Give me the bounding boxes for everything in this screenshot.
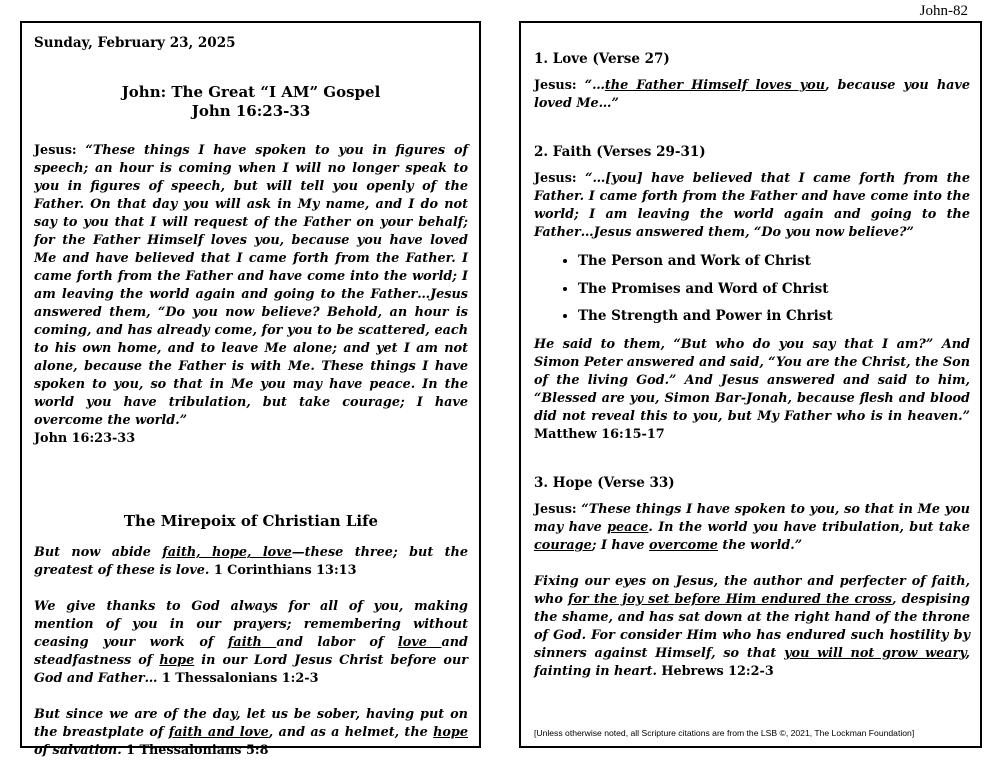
quote-underline: courage: [534, 538, 592, 553]
quote-text: “…[you] have believed that I came forth from the Father. I came forth from the Father and have come into the world; I am leaving the world again and going to the Father…Jesus answered them, “Do you now believe?”: [534, 171, 971, 240]
verse-underline: faith and love: [168, 725, 269, 740]
matthew-quote: [534, 336, 970, 444]
quote-reference: Matthew 16:15-17: [534, 427, 665, 442]
quote-text: , despising the shame, and has sat down at the right hand of the throne of God. For consider Him who has endured such hostility by sinners against Himself, so that: [534, 592, 970, 661]
quote-text: ; I have: [591, 538, 650, 553]
left-panel: [20, 21, 481, 758]
passage-text: “These things I have spoken to you in figures of speech; an hour is coming when I will no longer speak to you in figures of speech, but will tell you openly of the Father. On that day you will ask in My name, and I do not say to you that I will request of the Father on your behalf; for the Father Himself loves you, because you have loved Me and have believed that I came forth from the Father. I came forth from the Father and have come into the world; I am leaving the world again and going to the Father…Jesus answered them, “Do you now believe? Behold, an hour is coming, and has already come, for you to be scattered, each to his own home, and to leave Me alone; and yet I am not alone, because the Father is with Me. These things I have spoken to you, so that in Me you may have peace. In the world you have tribulation, but take courage; I have overcome the world.”: [34, 143, 468, 428]
quote-reference: Hebrews 12:2-3: [661, 664, 774, 679]
quote-text: . In the world you have tribulation, but take: [648, 520, 971, 535]
quote-underline: for the joy set before Him endured the cross: [568, 592, 892, 607]
quote-text: the world.”: [717, 538, 803, 553]
hebrews-quote: [534, 573, 970, 681]
quote-text: He said to them, “But who do you say that I am?” And Simon Peter answered and said, “You are the Christ, the Son of the living God.” And Jesus answered and said to him, “Blessed are you, Simon Bar-Jonah, because flesh and blood did not reveal this to you, but My Father who is in heaven.”: [534, 337, 970, 424]
verse-reference: 1 Corinthians 13:13: [213, 563, 357, 578]
citation-footnote: [Unless otherwise noted, all Scripture citations are from the LSB ©, 2021, The Lockman Foundation]: [534, 728, 915, 738]
quote-text: “…: [584, 78, 605, 93]
page-number: John-82: [919, 3, 968, 19]
faith-quote: [534, 170, 970, 242]
verse-underline: faith: [227, 635, 277, 650]
quote-underline: the Father Himself loves you: [604, 78, 826, 93]
love-heading: 1. Love (Verse 27): [534, 51, 670, 67]
verse-text: —these three; but the greatest of these is love.: [34, 545, 468, 578]
quote-underline: you will not grow weary: [784, 646, 966, 661]
verse-reference: 1 Thessalonians 5:8: [126, 743, 269, 758]
verse-thessalonians-1: [34, 598, 468, 688]
verse-text: , and as a helmet, the: [268, 725, 434, 740]
bullet-item: • The Strength and Power in Christ: [578, 307, 970, 326]
verse-underline: hope: [433, 725, 469, 740]
sermon-reference: John 16:23-33: [191, 102, 311, 120]
hope-heading: 3. Hope (Verse 33): [534, 475, 675, 491]
hope-quote: [534, 501, 970, 555]
verse-thessalonians-5: [34, 706, 468, 760]
main-passage: [34, 142, 468, 448]
passage-reference: John 16:23-33: [34, 431, 136, 446]
verse-reference: 1 Thessalonians 1:2-3: [161, 671, 319, 686]
section-title: The Mirepoix of Christian Life: [123, 512, 379, 530]
verse-text: of salvation.: [34, 743, 127, 758]
verse-text: We give thanks to God always for all of you, making mention of you in our prayers; remembering without ceasing your work of: [34, 599, 468, 650]
verse-text: and steadfastness of: [34, 635, 468, 668]
quote-text: , fainting in heart.: [534, 646, 971, 679]
quote-underline: peace: [607, 520, 649, 535]
quote-text: “These things I have spoken to you, so that in Me you may have: [534, 502, 970, 535]
speaker-label: Jesus:: [534, 171, 586, 186]
faith-heading: 2. Faith (Verses 29-31): [534, 144, 706, 160]
love-quote: [534, 77, 970, 113]
service-date: Sunday, February 23, 2025: [34, 35, 236, 51]
speaker-label: Jesus:: [534, 502, 582, 517]
verse-corinthians: [34, 544, 468, 580]
verse-underline: love: [397, 635, 442, 650]
verse-underline: hope: [159, 653, 195, 668]
sermon-title: John: The Great “I AM” Gospel: [121, 83, 381, 101]
speaker-label: Jesus:: [534, 78, 585, 93]
bullet-item: • The Promises and Word of Christ: [578, 280, 970, 299]
verse-text: But since we are of the day, let us be sober, having put on the breastplate of: [34, 707, 468, 740]
quote-text: Fixing our eyes on Jesus, the author and perfecter of faith, who: [534, 574, 970, 607]
verse-text: in our Lord Jesus Christ before our God and Father…: [34, 653, 468, 686]
quote-underline: overcome: [649, 538, 718, 553]
faith-bullet-list: [534, 252, 970, 326]
right-panel: [519, 21, 982, 748]
verse-underline: faith, hope, love: [162, 545, 292, 560]
speaker-label: Jesus:: [34, 143, 86, 158]
quote-text: , because you have loved Me…”: [534, 78, 970, 111]
bullet-item: • The Person and Work of Christ: [578, 252, 970, 271]
verse-text: But now abide: [34, 545, 163, 560]
verse-text: and labor of: [276, 635, 398, 650]
